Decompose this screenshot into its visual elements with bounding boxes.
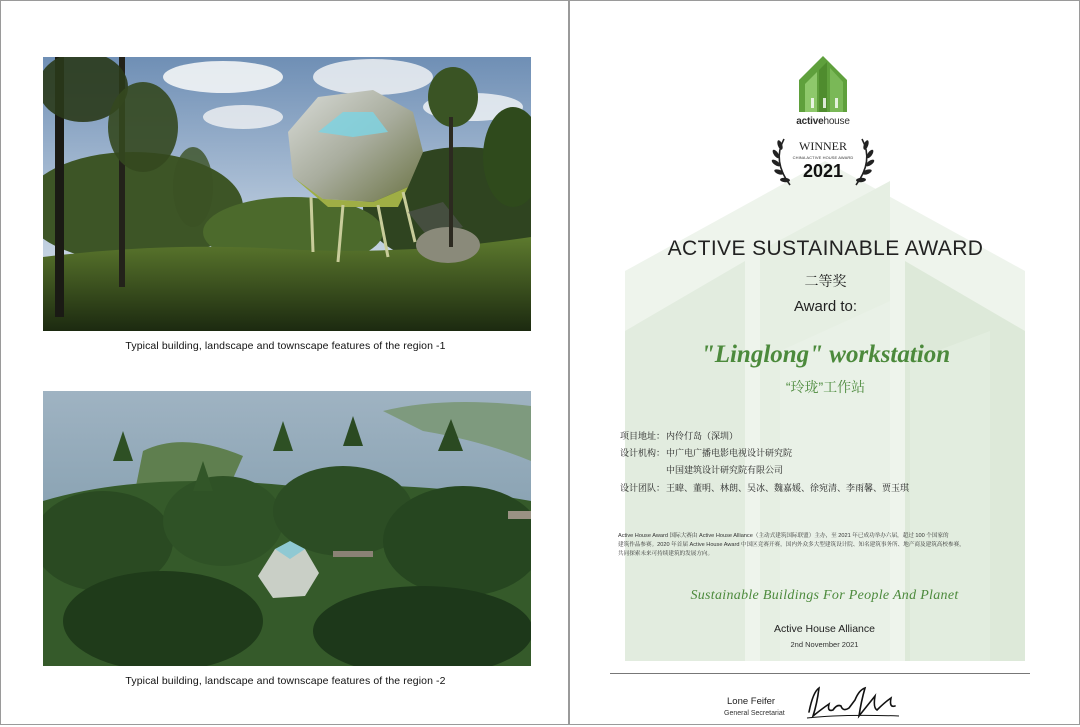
slogan: Sustainable Buildings For People And Planet [690,588,959,603]
award-description-line: Active House Award 国际大赛由 Active House Alliance（主动式建筑国际联盟）主办，至 2021 年已成功举办六届，超过 100 个国家的 [618,533,949,539]
award-description-line: 共同探索未来可持续建筑的发展方向。 [618,551,714,557]
signature-divider [610,673,1030,674]
logo-wordmark [775,116,871,127]
award-grade: 二等奖 [804,273,847,289]
logo-wordmark-rest: house [823,116,850,127]
detail-label: 设计团队： [620,483,666,493]
signer-title: General Secretariat [724,710,785,717]
detail-value: 王暐、董明、林朗、吴冰、魏嘉媛、徐宛清、李雨馨、贾玉琪 [666,483,910,493]
issue-date: 2nd November 2021 [790,640,859,649]
detail-row-design-institute-2 [620,463,783,476]
award-description-line: 建筑作品参赛。2020 年首届 Active House Award 中国区竞赛开赛，国内外众多大型建筑设计院、知名建筑事务所、地产商及建筑高校参赛， [618,542,965,548]
handwritten-signature [803,682,903,724]
detail-label: 项目地址： [620,431,666,441]
detail-label: 设计机构： [620,448,666,458]
winner-label: WINNER [799,139,847,153]
winner-subtitle: CHINA ACTIVE HOUSE AWARD [792,155,854,160]
detail-row-address [620,429,738,442]
award-description [618,532,1032,559]
active-house-logo-icon [797,54,849,114]
project-name: "Linglong" workstation [700,341,951,368]
project-name-chinese: “玲珑”工作站 [785,379,866,395]
detail-value: 中广电广播电影电视设计研究院 [666,448,793,458]
signer-name: Lone Feifer [727,696,776,707]
award-to-label: Award to: [793,298,858,315]
photo-caption-1: Typical building, landscape and townscape features of the region -1 [125,340,446,352]
award-certificate [569,0,1080,725]
render-image-1 [43,57,531,331]
detail-value: 中国建筑设计研究院有限公司 [666,465,784,475]
logo-wordmark-bold: active [796,116,824,127]
award-title: ACTIVE SUSTAINABLE AWARD [667,237,984,260]
render-image-2 [43,391,531,666]
winner-year: 2021 [802,161,844,181]
detail-row-design-team [620,481,909,494]
photo-caption-2: Typical building, landscape and townscape features of the region -2 [125,675,446,687]
issuer-name: Active House Alliance [774,623,875,635]
detail-value: 内伶仃岛（深圳） [666,431,739,441]
detail-row-design-institute [620,446,792,459]
